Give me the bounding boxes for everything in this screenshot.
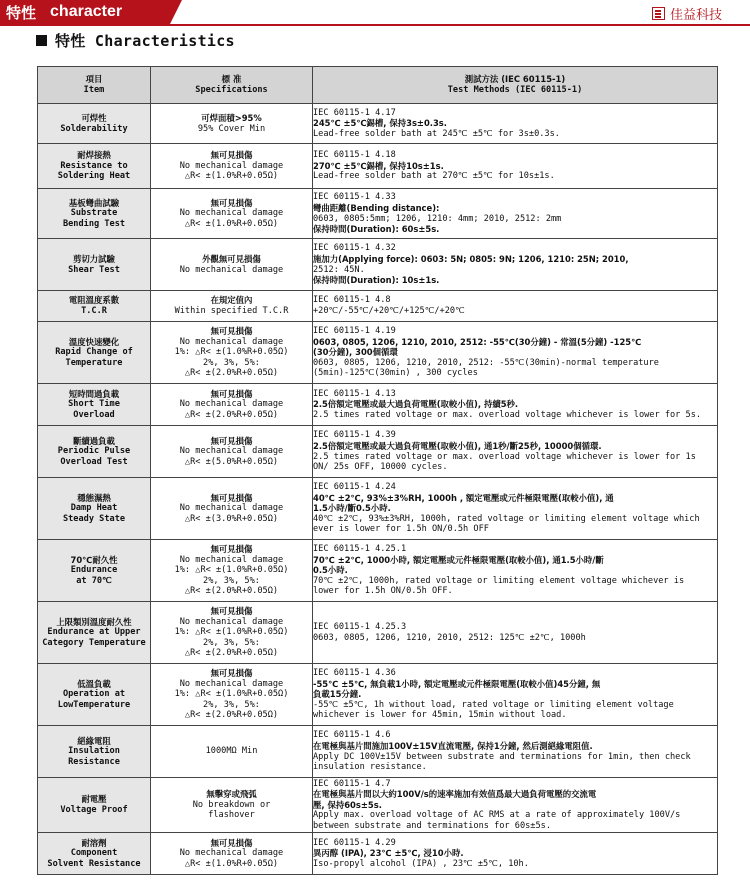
cell-item (38, 833, 151, 875)
item-line: 絕緣電阻 (77, 735, 111, 746)
cell-spec (151, 239, 313, 291)
spec-line: 2%, 3%, 5%: (203, 637, 260, 648)
spec-line: △R< ±(2.0%R+0.05Ω) (184, 368, 279, 379)
item-line: 電阻溫度系數 (68, 295, 120, 306)
spec-line: 無可見損傷 (210, 837, 253, 848)
brand-name: 佳益科技 (669, 8, 722, 23)
method-line: IEC 60115-1 4.25.3 (313, 621, 407, 632)
characteristics-table (37, 66, 718, 875)
cell-spec (151, 540, 313, 602)
item-line: Overload (73, 409, 115, 420)
item-line: Overload Test (60, 456, 128, 467)
cell-spec (151, 426, 313, 478)
spec-line: △R< ±(5.0%R+0.05Ω) (184, 456, 279, 467)
method-line: 270℃ ±5℃錫槽, 保持10s±1s. (313, 160, 444, 171)
method-line: (30分鐘), 300個循環 (313, 347, 398, 358)
item-line: Solvent Resistance (47, 858, 141, 869)
method-line: IEC 60115-1 4.18 (313, 150, 396, 161)
cell-method (313, 189, 718, 239)
cell-method (313, 478, 718, 540)
method-line: 在電極與基片間以大約100V/s的速率施加有效值爲最大過負荷電壓的交流電 (313, 789, 597, 800)
item-line: Endurance at Upper (47, 627, 141, 638)
cell-method (313, 540, 718, 602)
spec-line: No mechanical damage (179, 503, 284, 514)
spec-line: flashover (208, 810, 255, 821)
method-line: IEC 60115-1 4.13 (313, 388, 396, 399)
item-line: 低溫負載 (77, 678, 111, 689)
item-line: Bending Test (62, 218, 126, 229)
method-line: 245℃ ±5℃錫槽, 保持3s±0.3s. (313, 118, 447, 129)
header-item (38, 67, 151, 104)
item-line: Operation at (62, 689, 126, 700)
spec-line: 1%: △R< ±(1.0%R+0.05Ω) (174, 347, 289, 358)
item-line: 溫度快速變化 (68, 336, 120, 347)
spec-line: No mechanical damage (179, 160, 284, 171)
header-item-en: Item (83, 85, 105, 95)
table-row (38, 778, 718, 833)
cell-spec (151, 664, 313, 726)
item-line: Resistance to (60, 160, 128, 171)
spec-line: 1000MΩ Min (205, 746, 258, 757)
tag-corner (170, 0, 182, 24)
cell-spec (151, 478, 313, 540)
tag-english-label: character (50, 3, 123, 20)
method-line: 1.5小時/斷0.5小時. (313, 503, 391, 514)
method-line: IEC 60115-1 4.19 (313, 326, 396, 337)
cell-item (38, 104, 151, 144)
spec-line: 2%, 3%, 5%: (203, 575, 260, 586)
table-row (38, 478, 718, 540)
header-spec-en: Specifications (195, 85, 268, 95)
method-line: whichever is lower for 45min, 15min without load. (313, 710, 567, 721)
item-line: 短時間過負載 (68, 388, 120, 399)
table-row (38, 664, 718, 726)
cell-item (38, 726, 151, 778)
spec-line: 1%: △R< ±(1.0%R+0.05Ω) (174, 565, 289, 576)
cell-spec (151, 833, 313, 875)
item-line: Short Time (68, 399, 120, 410)
method-line: lower for 1.5h ON/0.5h OFF. (313, 586, 453, 597)
spec-line: △R< ±(2.0%R+0.05Ω) (184, 409, 279, 420)
cell-item (38, 602, 151, 664)
method-line: Lead-free solder bath at 270℃ ±5℃ for 10s±1s. (313, 171, 555, 182)
item-line: Shear Test (68, 264, 120, 275)
item-line: 上限類別溫度耐久性 (56, 616, 132, 627)
cell-method (313, 664, 718, 726)
header-spec (151, 67, 313, 104)
method-line: IEC 60115-1 4.17 (313, 107, 396, 118)
table-row (38, 291, 718, 322)
spec-line: 在規定值內 (210, 295, 253, 306)
item-line: Resistance (68, 756, 120, 767)
item-line: LowTemperature (57, 699, 131, 710)
method-line: 彎曲距離(Bending distance): (313, 202, 440, 213)
cell-method (313, 144, 718, 189)
item-line: 可焊性 (81, 112, 107, 123)
method-line: 40℃ ±2℃, 93%±3%RH, 1000h, rated voltage or limiting element voltage which (313, 513, 700, 524)
spec-line: No mechanical damage (179, 399, 284, 410)
cell-spec (151, 104, 313, 144)
method-line: ever is lower for 1.5h ON/0.5h OFF (313, 524, 489, 535)
cell-method (313, 291, 718, 322)
cell-item (38, 384, 151, 426)
table-row (38, 726, 718, 778)
spec-line: No mechanical damage (179, 336, 284, 347)
spec-line: 無擊穿或飛弧 (206, 789, 257, 800)
spec-line: No breakdown or (192, 799, 271, 810)
item-line: 70℃耐久性 (70, 554, 118, 565)
spec-line: No mechanical damage (179, 208, 284, 219)
item-line: 穩態濕熱 (77, 492, 111, 503)
header-rule (0, 24, 750, 26)
tag-chinese-label: 特性 (6, 3, 37, 22)
square-bullet-icon (36, 35, 47, 46)
item-line: Solderability (60, 123, 128, 134)
spec-line: △R< ±(2.0%R+0.05Ω) (184, 586, 279, 597)
header-item-cn: 項目 (85, 74, 103, 85)
cell-item (38, 478, 151, 540)
item-line: 耐電壓 (81, 794, 107, 805)
item-line: 基板彎曲試驗 (68, 197, 120, 208)
item-line: T.C.R (81, 306, 107, 316)
method-line: 70℃ ±2℃, 1000小時, 額定電壓或元件極限電壓(取較小值), 通1.5小時/斷 (313, 554, 604, 565)
method-line: IEC 60115-1 4.8 (313, 295, 391, 306)
method-line: IEC 60115-1 4.25.1 (313, 544, 407, 555)
method-line: 0603, 0805, 1206, 1210, 2010, 2512: 125℃ ±2℃, 1000h (313, 632, 586, 643)
cell-method (313, 833, 718, 875)
cell-method (313, 104, 718, 144)
method-line: IEC 60115-1 4.7 (313, 778, 391, 789)
method-line: Apply max. overload voltage of AC RMS at a rate of approximately 100V/s (313, 810, 681, 821)
cell-item (38, 778, 151, 833)
table-row (38, 104, 718, 144)
spec-line: 無可見損傷 (210, 492, 253, 503)
item-line: Endurance (70, 565, 118, 576)
spec-line: 外觀無可見損傷 (202, 253, 261, 264)
cell-spec (151, 144, 313, 189)
cell-spec (151, 384, 313, 426)
spec-line: 1%: △R< ±(1.0%R+0.05Ω) (174, 627, 289, 638)
cell-item (38, 291, 151, 322)
spec-line: △R< ±(2.0%R+0.05Ω) (184, 648, 279, 659)
method-line: between substrate and terminations for 60s±5s. (313, 820, 551, 831)
item-line: Rapid Change of (55, 347, 133, 358)
spec-line: No mechanical damage (179, 554, 284, 565)
brand-logo-icon (652, 7, 665, 20)
cell-item (38, 322, 151, 384)
cell-spec (151, 602, 313, 664)
spec-line: △R< ±(2.0%R+0.05Ω) (184, 710, 279, 721)
method-line: 0.5小時. (313, 565, 348, 576)
table-row (38, 602, 718, 664)
item-line: Substrate (70, 208, 118, 219)
table-row (38, 833, 718, 875)
method-line: IEC 60115-1 4.39 (313, 430, 396, 441)
spec-line: No mechanical damage (179, 264, 284, 275)
item-line: 剪切力試驗 (73, 253, 115, 264)
method-line: 保持時間(Duration): 60s±5s. (313, 224, 440, 235)
table-header-row (38, 67, 718, 104)
cell-item (38, 144, 151, 189)
spec-line: 95% Cover Min (197, 123, 266, 134)
method-line: ON/ 25s OFF, 10000 cycles. (313, 462, 448, 473)
cell-spec (151, 778, 313, 833)
cell-item (38, 540, 151, 602)
cell-method (313, 778, 718, 833)
cell-spec (151, 726, 313, 778)
method-line: 壓, 保持60s±5s. (313, 799, 382, 810)
method-line: insulation resistance. (313, 762, 427, 773)
brand (652, 4, 722, 23)
cell-spec (151, 189, 313, 239)
item-line: Component (70, 848, 118, 859)
cell-item (38, 189, 151, 239)
spec-line: 無可見損傷 (210, 326, 253, 337)
item-line: Soldering Heat (57, 171, 131, 182)
cell-method (313, 426, 718, 478)
spec-line: △R< ±(1.0%R+0.05Ω) (184, 171, 279, 182)
section-title: 特性 Characteristics (55, 32, 235, 50)
spec-line: 無可見損傷 (210, 606, 253, 617)
method-line: Apply DC 100V±15V between substrate and terminations for 1min, then check (313, 751, 691, 762)
spec-line: △R< ±(1.0%R+0.05Ω) (184, 858, 279, 869)
header-spec-cn: 標 准 (221, 74, 242, 85)
cell-method (313, 384, 718, 426)
method-line: -55℃ ±5℃, 無負載1小時, 額定電壓或元件極限電壓(取較小值)45分鐘, 無 (313, 678, 601, 689)
spec-line: 無可見損傷 (210, 197, 253, 208)
spec-line: 2%, 3%, 5%: (203, 699, 260, 710)
item-line: Steady State (62, 513, 126, 524)
method-line: Iso-propyl alcohol (IPA) , 23℃ ±5℃, 10h. (313, 858, 529, 869)
method-line: 0603, 0805:5mm; 1206, 1210: 4mm; 2010, 2512: 2mm (313, 213, 562, 224)
cell-item (38, 664, 151, 726)
method-line: 70℃ ±2℃, 1000h, rated voltage or limiting element voltage whichever is (313, 575, 685, 586)
table-row (38, 239, 718, 291)
cell-item (38, 426, 151, 478)
method-line: IEC 60115-1 4.6 (313, 730, 391, 741)
spec-line: 無可見損傷 (210, 435, 253, 446)
spec-line: No mechanical damage (179, 848, 284, 859)
item-line: at 70℃ (76, 575, 112, 586)
spec-line: No mechanical damage (179, 616, 284, 627)
header-method-en: Test Methods (IEC 60115-1) (447, 85, 583, 95)
method-line: 0603, 0805, 1206, 1210, 2010, 2512: -55℃(30分鐘) - 常溫(5分鐘) -125℃ (313, 336, 642, 347)
table-row (38, 540, 718, 602)
cell-spec (151, 322, 313, 384)
method-line: IEC 60115-1 4.24 (313, 482, 396, 493)
item-line: 斷續過負載 (73, 435, 115, 446)
spec-line: Within specified T.C.R (174, 306, 289, 316)
item-line: 耐焊接熱 (77, 150, 111, 161)
spec-line: 無可見損傷 (210, 150, 253, 161)
method-line: 2.5 times rated voltage or max. overload voltage whichever is lower for 5s. (313, 409, 702, 420)
table-row (38, 384, 718, 426)
spec-line: 1%: △R< ±(1.0%R+0.05Ω) (174, 689, 289, 700)
header-method-cn: 測試方法 (IEC 60115-1) (464, 74, 566, 85)
item-line: Periodic Pulse (57, 446, 131, 457)
method-line: 負載15分鐘. (313, 689, 362, 700)
top-header (0, 0, 750, 26)
method-line: 2.5倍額定電壓或最大過負荷電壓(取較小值), 通1秒/斷25秒, 10000個循環. (313, 440, 602, 451)
item-line: Temperature (65, 357, 123, 368)
item-line: Category Temperature (42, 637, 146, 648)
cell-spec (151, 291, 313, 322)
method-line: 2.5倍額定電壓或最大過負荷電壓(取較小值), 持續5秒. (313, 399, 519, 410)
section-heading (36, 30, 235, 51)
spec-line: 無可見損傷 (210, 544, 253, 555)
item-line: 耐溶劑 (81, 837, 107, 848)
method-line: IEC 60115-1 4.36 (313, 668, 396, 679)
spec-line: 無可見損傷 (210, 668, 253, 679)
spec-line: No mechanical damage (179, 678, 284, 689)
method-line: 保持時間(Duration): 10s±1s. (313, 275, 440, 286)
table-row (38, 426, 718, 478)
cell-method (313, 322, 718, 384)
method-line: 異丙醇 (IPA), 23℃ ±5℃, 浸10小時. (313, 848, 464, 859)
method-line: IEC 60115-1 4.32 (313, 243, 396, 254)
table-row (38, 322, 718, 384)
spec-line: 無可見損傷 (210, 388, 253, 399)
item-line: Voltage Proof (60, 805, 128, 815)
section-tag (0, 0, 170, 24)
spec-line: No mechanical damage (179, 446, 284, 457)
method-line: Lead-free solder bath at 245℃ ±5℃ for 3s±0.3s. (313, 128, 560, 139)
header-method (313, 67, 718, 104)
method-line: IEC 60115-1 4.33 (313, 192, 396, 203)
spec-line: 可焊面積>95% (201, 112, 262, 123)
table-row (38, 189, 718, 239)
method-line: -55℃ ±5℃, 1h without load, rated voltage or limiting element voltage (313, 699, 674, 710)
item-line: Damp Heat (70, 503, 118, 514)
table-row (38, 144, 718, 189)
method-line: (5min)-125℃(30min) , 300 cycles (313, 368, 478, 379)
method-line: 0603, 0805, 1206, 1210, 2010, 2512: -55℃(30min)-normal temperature (313, 357, 659, 368)
method-line: +20℃/-55℃/+20℃/+125℃/+20℃ (313, 306, 465, 316)
spec-line: △R< ±(3.0%R+0.05Ω) (184, 513, 279, 524)
cell-item (38, 239, 151, 291)
item-line: Insulation (68, 746, 120, 757)
cell-method (313, 726, 718, 778)
method-line: 40℃ ±2℃, 93%±3%RH, 1000h , 額定電壓或元件極限電壓(取較小值), 通 (313, 492, 614, 503)
cell-method (313, 602, 718, 664)
method-line: IEC 60115-1 4.29 (313, 837, 396, 848)
spec-line: 2%, 3%, 5%: (203, 357, 260, 368)
spec-line: △R< ±(1.0%R+0.05Ω) (184, 218, 279, 229)
cell-method (313, 239, 718, 291)
method-line: 施加力(Applying force): 0603: 5N; 0805: 9N; 1206, 1210: 25N; 2010, (313, 253, 629, 264)
method-line: 2512: 45N. (313, 264, 365, 275)
method-line: 在電極與基片間施加100V±15V直流電壓, 保持1分鐘, 然后測絕緣電阻值. (313, 740, 593, 751)
method-line: 2.5 times rated voltage or max. overload voltage whichever is lower for 1s (313, 451, 696, 462)
